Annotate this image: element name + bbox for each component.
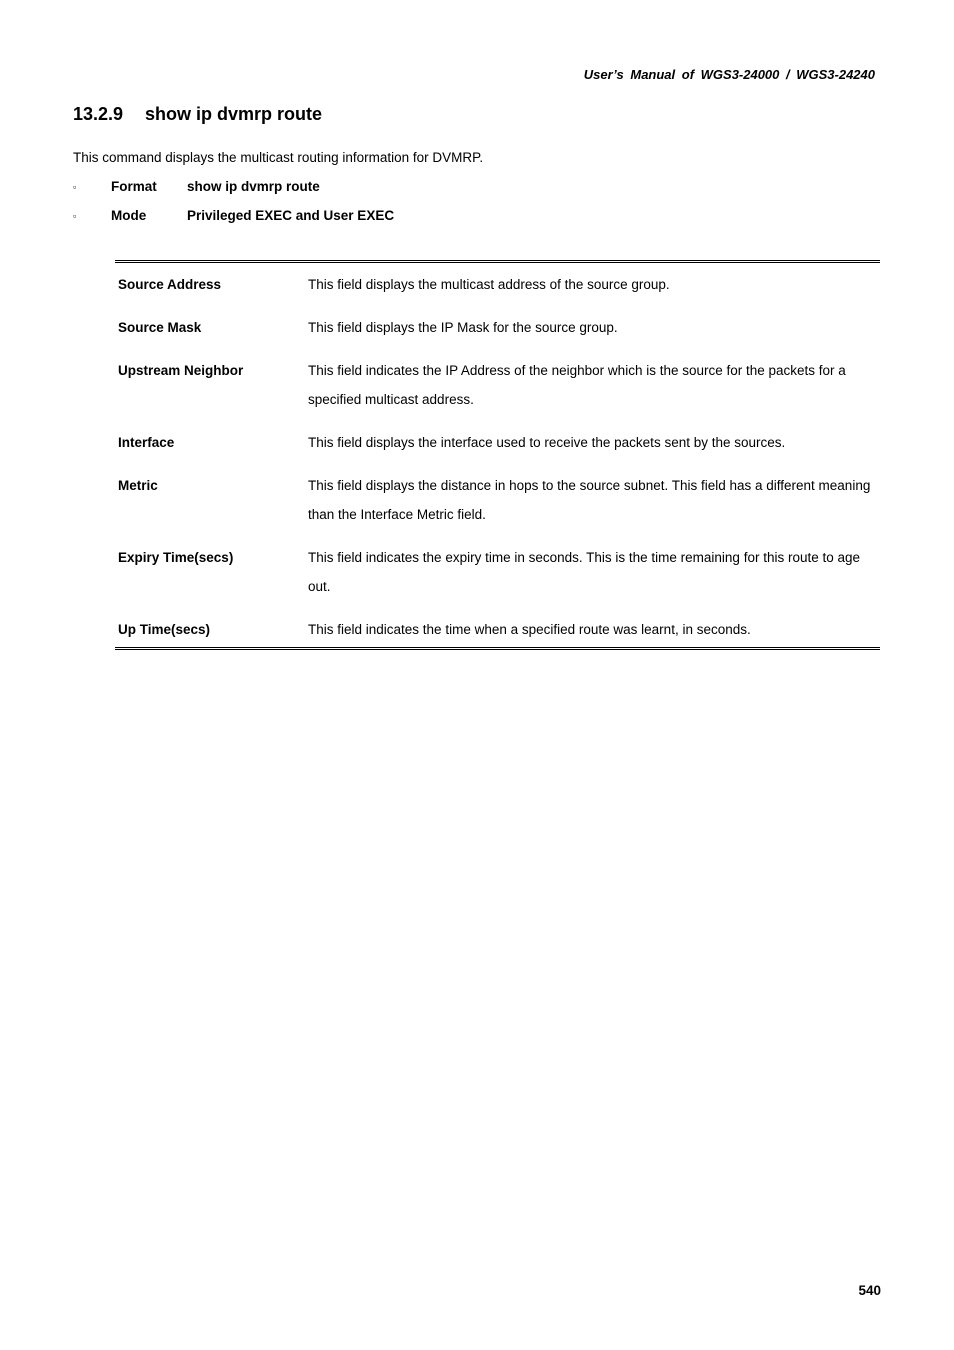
mode-value: Privileged EXEC and User EXEC [187, 208, 395, 223]
field-description-table [115, 260, 880, 650]
field-description: This field indicates the time when a specified route was learnt, in seconds. [308, 622, 751, 637]
section-heading [73, 104, 322, 125]
bullet-marker-icon: ▫ [73, 210, 77, 221]
section-title: show ip dvmrp route [145, 104, 323, 124]
table-row [115, 270, 880, 299]
field-name: Source Mask [118, 320, 202, 335]
field-name: Metric [118, 478, 158, 493]
section-number: 13.2.9 [73, 104, 124, 124]
mode-bullet [73, 208, 394, 223]
format-bullet [73, 179, 320, 194]
field-name: Up Time(secs) [118, 622, 211, 637]
table-row [115, 543, 880, 601]
field-description: This field displays the interface used to receive the packets sent by the sources. [308, 435, 786, 450]
field-description: This field displays the distance in hops to the source subnet. This field has a different meaning than the Interface Metric field. [308, 478, 871, 522]
field-description: This field indicates the expiry time in seconds. This is the time remaining for this route to age out. [308, 550, 861, 594]
format-value: show ip dvmrp route [187, 179, 320, 194]
field-description: This field displays the multicast address of the source group. [308, 277, 670, 292]
bullet-marker-icon: ▫ [73, 181, 77, 192]
table-row [115, 356, 880, 414]
mode-label: Mode [111, 208, 147, 223]
field-name: Expiry Time(secs) [118, 550, 234, 565]
format-label: Format [111, 179, 157, 194]
field-description: This field indicates the IP Address of the neighbor which is the source for the packets for a specified multicast address. [308, 363, 846, 407]
field-name: Interface [118, 435, 175, 450]
field-name: Upstream Neighbor [118, 363, 244, 378]
page-number: 540 [858, 1283, 881, 1298]
field-name: Source Address [118, 277, 222, 292]
table-row [115, 471, 880, 529]
table-row [115, 428, 880, 457]
intro-paragraph: This command displays the multicast routing information for DVMRP. [73, 150, 484, 165]
table-row [115, 615, 880, 644]
table-row [115, 313, 880, 342]
running-header: User’s Manual of WGS3-24000 / WGS3-24240 [583, 67, 875, 82]
field-description: This field displays the IP Mask for the source group. [308, 320, 618, 335]
